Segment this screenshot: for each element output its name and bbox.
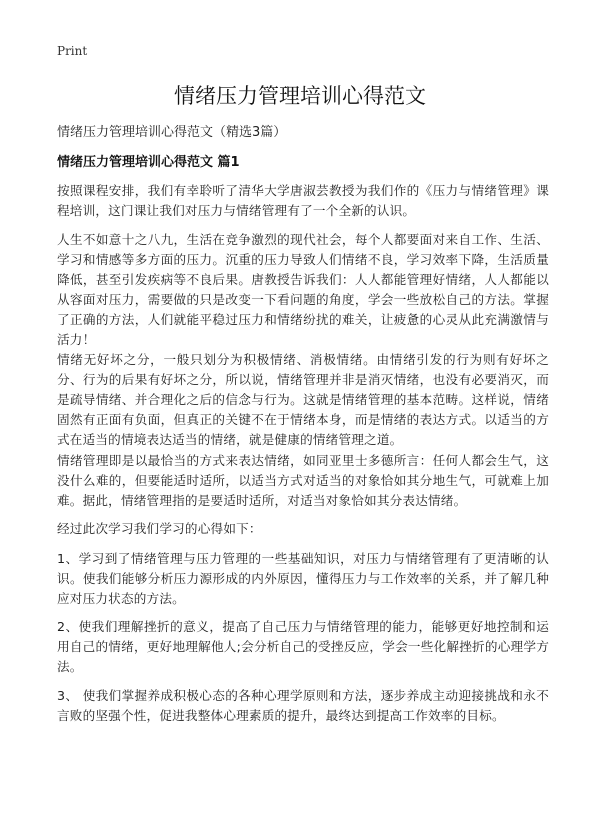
paragraph-3: 情绪无好坏之分，一般只划分为积极情绪、消极情绪。由情绪引发的行为则有好坏之分、行为的后果有好坏之分，所以说，情绪管理并非是消灭情绪，也没有必要消灭，而是疏导情绪、并合理化之后的信念与行为。这就是情绪管理的基本范畴。这样说，情绪固然有正面有负面，但真正的关键不在于情绪本身，而是情绪的表达方式。以适当的方式在适当的情境表达适当的情绪，就是健康的情绪管理之道。 — [57, 352, 549, 447]
print-label[interactable]: Print — [57, 44, 88, 58]
paragraph-6: 1、学习到了情绪管理与压力管理的一些基础知识，对压力与情绪管理有了更清晰的认识。使我们能够分析压力源形成的内外原因，懂得压力与工作效率的关系，并了解几种应对压力状态的方法。 — [57, 551, 549, 606]
document-title: 情绪压力管理培训心得范文 — [174, 84, 426, 108]
paragraph-7: 2、使我们理解挫折的意义，提高了自己压力与情绪管理的能力，能够更好地控制和运用自己的情绪，更好地理解他人;会分析自己的受挫反应，学会一些化解挫折的心理学方法。 — [57, 619, 549, 674]
paragraph-8: 3、 使我们掌握养成积极心态的各种心理学原则和方法，逐步养成主动迎接挑战和永不言败的坚强个性，促进我整体心理素质的提升，最终达到提高工作效率的目标。 — [57, 688, 549, 723]
paragraph-4: 情绪管理即是以最恰当的方式来表达情绪，如同亚里士多德所言：任何人都会生气，这没什么难的，但要能适时适所，以适当方式对适当的对象恰如其分地生气，可就难上加难。据此，情绪管理指的是要适时适所，对适当对象恰如其分表达情绪。 — [57, 453, 549, 508]
paragraph-5: 经过此次学习我们学习的心得如下： — [57, 521, 262, 536]
document-subtitle: 情绪压力管理培训心得范文（精选3篇） — [57, 125, 287, 140]
paragraph-1: 按照课程安排，我们有幸聆听了清华大学唐淑芸教授为我们作的《压力与情绪管理》课程培训，这门课让我们对压力与情绪管理有了一个全新的认识。 — [57, 183, 549, 218]
section-heading: 情绪压力管理培训心得范文 篇1 — [57, 155, 240, 170]
paragraph-2: 人生不如意十之八九，生活在竞争激烈的现代社会，每个人都要面对来自工作、生活、学习和情感等多方面的压力。沉重的压力导致人们情绪不良，学习效率下降，生活质量降低，甚至引发疾病等不良后果。唐教授告诉我们：人人都能管理好情绪，人人都能以从容面对压力，需要做的只是改变一下看问题的角度，学会一些放松自己的方法。掌握了正确的方法，人们就能平稳过压力和情绪纷扰的难关，让疲惫的心灵从此充满激情与活力！ — [57, 232, 549, 347]
